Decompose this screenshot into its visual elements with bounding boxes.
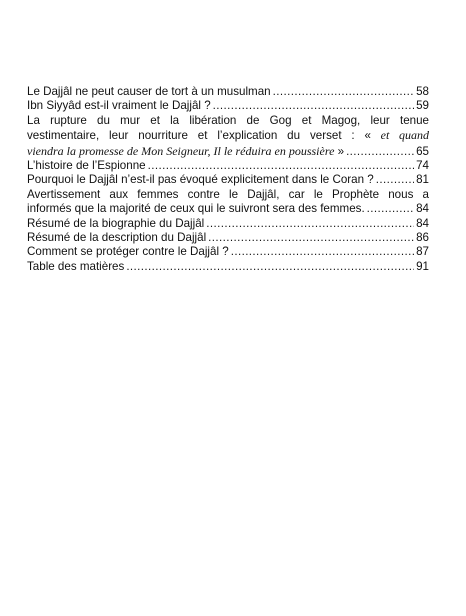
dot-leader	[376, 173, 414, 187]
toc-entry-title: Pourquoi le Dajjâl n’est-il pas évoqué explicitement dans le Coran ?	[27, 173, 374, 187]
toc-entry[interactable]	[27, 85, 429, 99]
toc-entry-page: 86	[416, 231, 429, 245]
toc-entry-last-line	[27, 202, 429, 216]
toc-entry-title-text: vestimentaire, leur nourriture et l’explication du verset : «	[27, 129, 371, 143]
dot-leader	[206, 217, 414, 231]
dot-leader	[213, 99, 414, 113]
toc-entry[interactable]	[27, 173, 429, 187]
dot-leader	[208, 231, 414, 245]
toc-entry-title-line: Avertissement aux femmes contre le Dajjâl, car le Prophète nous a	[27, 187, 429, 201]
toc-entry-page: 58	[416, 85, 429, 98]
toc-entry-title-line	[27, 144, 344, 159]
toc-entry-title-line	[27, 128, 429, 143]
dot-leader	[346, 145, 414, 159]
toc-entry-title-text: »	[334, 144, 345, 158]
dot-leader	[148, 159, 415, 173]
toc-entry[interactable]	[27, 231, 429, 245]
dot-leader	[231, 245, 414, 259]
table-of-contents	[27, 85, 429, 274]
toc-entry-title-line: informés que la majorité de ceux qui le suivront sera des femmes.	[27, 202, 365, 216]
dot-leader	[273, 85, 414, 99]
toc-entry-page: 65	[416, 144, 429, 158]
toc-entry[interactable]	[27, 188, 429, 217]
toc-entry[interactable]	[27, 217, 429, 231]
toc-entry-page: 87	[416, 245, 429, 259]
toc-entry-title: Ibn Siyyâd est-il vraiment le Dajjâl ?	[27, 99, 211, 113]
toc-entry-title: Table des matières	[27, 259, 125, 273]
toc-entry-title-line: La rupture du mur et la libération de Gog et Magog, leur tenue	[27, 113, 429, 127]
toc-entry-title: Résumé de la description du Dajjâl	[27, 231, 207, 245]
toc-entry-title: Comment se protéger contre le Dajjâl ?	[27, 245, 229, 259]
toc-entry-quote: viendra la promesse de Mon Seigneur, Il le réduira en poussière	[27, 143, 335, 158]
toc-entry-page: 81	[416, 173, 429, 187]
dot-leader	[126, 260, 414, 274]
toc-entry-quote: et quand	[371, 128, 430, 143]
dot-leader	[367, 202, 414, 216]
toc-entry[interactable]	[27, 99, 429, 113]
toc-entry[interactable]	[27, 159, 429, 173]
toc-entry-last-line	[27, 144, 429, 159]
toc-entry-page: 91	[416, 259, 429, 273]
toc-entry-page: 59	[416, 99, 429, 113]
toc-entry-page: 84	[416, 216, 429, 230]
toc-entry-title: L’histoire de l’Espionne	[27, 159, 146, 173]
toc-entry-title: Le Dajjâl ne peut causer de tort à un musulman	[27, 85, 271, 98]
toc-entry[interactable]	[27, 114, 429, 159]
toc-entry-page: 74	[416, 159, 429, 173]
toc-entry-title: Résumé de la biographie du Dajjâl	[27, 216, 205, 230]
toc-entry[interactable]	[27, 260, 429, 274]
toc-entry-page: 84	[416, 202, 429, 216]
toc-entry[interactable]	[27, 245, 429, 259]
